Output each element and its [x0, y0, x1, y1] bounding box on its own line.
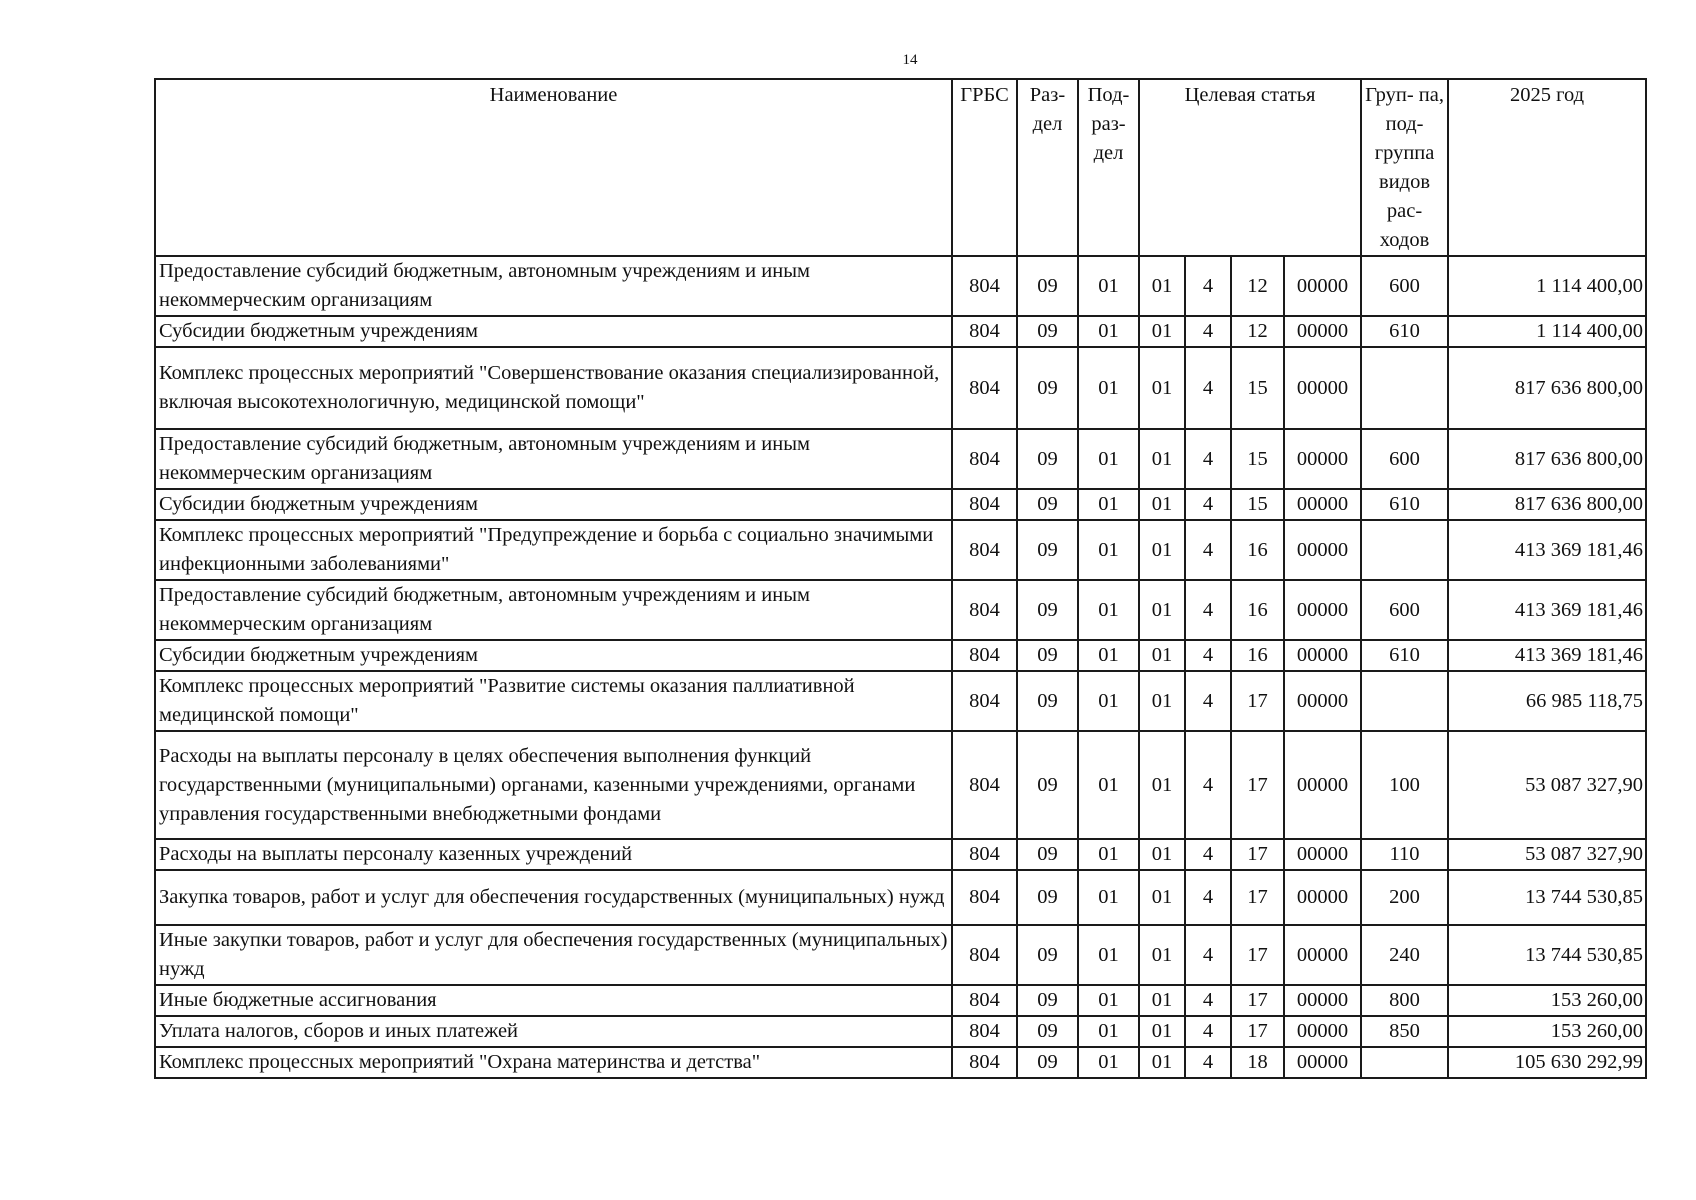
cell-razdel: 09 [1017, 1016, 1078, 1047]
cell-name: Иные бюджетные ассигнования [155, 985, 952, 1016]
cell-expense-group: 100 [1361, 731, 1448, 839]
cell-name: Закупка товаров, работ и услуг для обеспечения государственных (муниципальных) нужд [155, 870, 952, 925]
cell-target-complex: 12 [1231, 316, 1284, 347]
cell-amount: 105 630 292,99 [1448, 1047, 1646, 1078]
cell-amount: 66 985 118,75 [1448, 671, 1646, 731]
cell-target-program: 01 [1139, 429, 1185, 489]
cell-expense-group: 200 [1361, 870, 1448, 925]
cell-target-type: 4 [1185, 640, 1231, 671]
cell-target-type: 4 [1185, 731, 1231, 839]
table-row [155, 731, 1646, 839]
cell-expense-group: 610 [1361, 316, 1448, 347]
cell-amount: 413 369 181,46 [1448, 640, 1646, 671]
cell-name: Субсидии бюджетным учреждениям [155, 489, 952, 520]
cell-name: Расходы на выплаты персоналу в целях обеспечения выполнения функций государственными (муниципальными) органами, казенными учреждениями, органами управления государственными внебюджетными фондами [155, 731, 952, 839]
cell-expense-group: 800 [1361, 985, 1448, 1016]
cell-target-program: 01 [1139, 316, 1185, 347]
cell-expense-group: 850 [1361, 1016, 1448, 1047]
cell-target-direction: 00000 [1284, 347, 1361, 429]
cell-target-complex: 16 [1231, 580, 1284, 640]
cell-expense-group: 610 [1361, 640, 1448, 671]
cell-target-direction: 00000 [1284, 1016, 1361, 1047]
cell-target-type: 4 [1185, 580, 1231, 640]
cell-podrazdel: 01 [1078, 839, 1139, 870]
table-row [155, 1016, 1646, 1047]
cell-grbs: 804 [952, 985, 1017, 1016]
cell-target-direction: 00000 [1284, 316, 1361, 347]
cell-amount: 13 744 530,85 [1448, 925, 1646, 985]
cell-target-program: 01 [1139, 1016, 1185, 1047]
cell-target-program: 01 [1139, 671, 1185, 731]
cell-grbs: 804 [952, 316, 1017, 347]
cell-razdel: 09 [1017, 316, 1078, 347]
cell-expense-group: 600 [1361, 256, 1448, 316]
cell-podrazdel: 01 [1078, 731, 1139, 839]
cell-target-direction: 00000 [1284, 731, 1361, 839]
cell-amount: 53 087 327,90 [1448, 839, 1646, 870]
cell-podrazdel: 01 [1078, 925, 1139, 985]
cell-razdel: 09 [1017, 870, 1078, 925]
cell-razdel: 09 [1017, 671, 1078, 731]
cell-target-direction: 00000 [1284, 520, 1361, 580]
cell-amount: 1 114 400,00 [1448, 256, 1646, 316]
cell-target-type: 4 [1185, 489, 1231, 520]
cell-target-complex: 17 [1231, 671, 1284, 731]
table-row [155, 839, 1646, 870]
cell-amount: 817 636 800,00 [1448, 429, 1646, 489]
cell-amount: 1 114 400,00 [1448, 316, 1646, 347]
header-name: Наименование [155, 79, 952, 256]
cell-target-complex: 17 [1231, 925, 1284, 985]
cell-target-program: 01 [1139, 1047, 1185, 1078]
cell-target-complex: 12 [1231, 256, 1284, 316]
cell-target-direction: 00000 [1284, 640, 1361, 671]
table-body [155, 256, 1646, 1078]
table-row [155, 316, 1646, 347]
cell-target-complex: 15 [1231, 347, 1284, 429]
cell-target-complex: 17 [1231, 731, 1284, 839]
cell-target-complex: 17 [1231, 1016, 1284, 1047]
cell-target-complex: 16 [1231, 520, 1284, 580]
table-header-row [155, 79, 1646, 256]
table-row [155, 429, 1646, 489]
cell-target-type: 4 [1185, 347, 1231, 429]
cell-target-complex: 15 [1231, 489, 1284, 520]
table-row [155, 671, 1646, 731]
cell-expense-group [1361, 520, 1448, 580]
cell-target-program: 01 [1139, 580, 1185, 640]
budget-table [154, 78, 1647, 1079]
cell-target-direction: 00000 [1284, 925, 1361, 985]
cell-amount: 413 369 181,46 [1448, 580, 1646, 640]
cell-razdel: 09 [1017, 580, 1078, 640]
cell-podrazdel: 01 [1078, 870, 1139, 925]
cell-grbs: 804 [952, 347, 1017, 429]
table-row [155, 347, 1646, 429]
table-row [155, 489, 1646, 520]
cell-target-direction: 00000 [1284, 489, 1361, 520]
cell-target-direction: 00000 [1284, 671, 1361, 731]
cell-grbs: 804 [952, 429, 1017, 489]
cell-name: Уплата налогов, сборов и иных платежей [155, 1016, 952, 1047]
cell-podrazdel: 01 [1078, 1047, 1139, 1078]
cell-expense-group [1361, 347, 1448, 429]
cell-target-type: 4 [1185, 256, 1231, 316]
cell-grbs: 804 [952, 731, 1017, 839]
cell-target-program: 01 [1139, 489, 1185, 520]
cell-target-complex: 16 [1231, 640, 1284, 671]
cell-amount: 153 260,00 [1448, 985, 1646, 1016]
cell-name: Субсидии бюджетным учреждениям [155, 316, 952, 347]
cell-target-type: 4 [1185, 671, 1231, 731]
cell-target-complex: 17 [1231, 839, 1284, 870]
cell-target-complex: 17 [1231, 870, 1284, 925]
cell-podrazdel: 01 [1078, 316, 1139, 347]
cell-razdel: 09 [1017, 429, 1078, 489]
cell-expense-group: 240 [1361, 925, 1448, 985]
header-podrazdel: Под- раз- дел [1078, 79, 1139, 256]
cell-podrazdel: 01 [1078, 985, 1139, 1016]
cell-expense-group: 610 [1361, 489, 1448, 520]
cell-target-type: 4 [1185, 429, 1231, 489]
cell-name: Комплекс процессных мероприятий "Совершенствование оказания специализированной, включая высокотехнологичную, медицинской помощи" [155, 347, 952, 429]
cell-name: Предоставление субсидий бюджетным, автономным учреждениям и иным некоммерческим организациям [155, 256, 952, 316]
cell-target-complex: 18 [1231, 1047, 1284, 1078]
cell-grbs: 804 [952, 256, 1017, 316]
cell-amount: 413 369 181,46 [1448, 520, 1646, 580]
cell-razdel: 09 [1017, 925, 1078, 985]
cell-target-program: 01 [1139, 347, 1185, 429]
cell-target-direction: 00000 [1284, 839, 1361, 870]
cell-target-complex: 15 [1231, 429, 1284, 489]
cell-razdel: 09 [1017, 256, 1078, 316]
table-row [155, 256, 1646, 316]
cell-podrazdel: 01 [1078, 1016, 1139, 1047]
cell-amount: 817 636 800,00 [1448, 347, 1646, 429]
table-row [155, 925, 1646, 985]
cell-podrazdel: 01 [1078, 520, 1139, 580]
cell-razdel: 09 [1017, 520, 1078, 580]
header-year: 2025 год [1448, 79, 1646, 256]
cell-target-direction: 00000 [1284, 429, 1361, 489]
header-razdel: Раз- дел [1017, 79, 1078, 256]
cell-podrazdel: 01 [1078, 580, 1139, 640]
cell-target-program: 01 [1139, 925, 1185, 985]
cell-name: Предоставление субсидий бюджетным, автономным учреждениям и иным некоммерческим организациям [155, 580, 952, 640]
cell-grbs: 804 [952, 580, 1017, 640]
cell-target-program: 01 [1139, 731, 1185, 839]
cell-target-program: 01 [1139, 256, 1185, 316]
cell-grbs: 804 [952, 925, 1017, 985]
cell-podrazdel: 01 [1078, 640, 1139, 671]
cell-grbs: 804 [952, 640, 1017, 671]
table-row [155, 985, 1646, 1016]
cell-target-program: 01 [1139, 870, 1185, 925]
cell-target-direction: 00000 [1284, 870, 1361, 925]
cell-razdel: 09 [1017, 640, 1078, 671]
cell-podrazdel: 01 [1078, 429, 1139, 489]
cell-grbs: 804 [952, 1047, 1017, 1078]
cell-target-direction: 00000 [1284, 1047, 1361, 1078]
cell-expense-group [1361, 1047, 1448, 1078]
cell-name: Субсидии бюджетным учреждениям [155, 640, 952, 671]
cell-grbs: 804 [952, 1016, 1017, 1047]
cell-name: Комплекс процессных мероприятий "Охрана материнства и детства" [155, 1047, 952, 1078]
cell-amount: 817 636 800,00 [1448, 489, 1646, 520]
cell-razdel: 09 [1017, 1047, 1078, 1078]
table-row [155, 870, 1646, 925]
page-number: 14 [902, 52, 918, 68]
header-expense-group: Груп- па, под- группа видов рас- ходов [1361, 79, 1448, 256]
cell-razdel: 09 [1017, 731, 1078, 839]
cell-name: Расходы на выплаты персоналу казенных учреждений [155, 839, 952, 870]
header-target-article: Целевая статья [1139, 79, 1361, 256]
cell-target-type: 4 [1185, 1047, 1231, 1078]
cell-target-type: 4 [1185, 1016, 1231, 1047]
cell-target-program: 01 [1139, 985, 1185, 1016]
cell-podrazdel: 01 [1078, 671, 1139, 731]
cell-razdel: 09 [1017, 347, 1078, 429]
cell-grbs: 804 [952, 839, 1017, 870]
cell-grbs: 804 [952, 671, 1017, 731]
cell-target-direction: 00000 [1284, 985, 1361, 1016]
cell-name: Комплекс процессных мероприятий "Предупреждение и борьба с социально значимыми инфекционными заболеваниями" [155, 520, 952, 580]
cell-target-program: 01 [1139, 520, 1185, 580]
cell-target-type: 4 [1185, 316, 1231, 347]
cell-name: Предоставление субсидий бюджетным, автономным учреждениям и иным некоммерческим организациям [155, 429, 952, 489]
cell-razdel: 09 [1017, 839, 1078, 870]
cell-target-direction: 00000 [1284, 256, 1361, 316]
cell-target-type: 4 [1185, 925, 1231, 985]
cell-expense-group [1361, 671, 1448, 731]
cell-podrazdel: 01 [1078, 347, 1139, 429]
cell-amount: 153 260,00 [1448, 1016, 1646, 1047]
cell-target-program: 01 [1139, 839, 1185, 870]
table-row [155, 580, 1646, 640]
header-grbs: ГРБС [952, 79, 1017, 256]
table-row [155, 640, 1646, 671]
cell-target-type: 4 [1185, 839, 1231, 870]
table-row [155, 1047, 1646, 1078]
cell-razdel: 09 [1017, 985, 1078, 1016]
cell-amount: 53 087 327,90 [1448, 731, 1646, 839]
cell-grbs: 804 [952, 520, 1017, 580]
cell-expense-group: 110 [1361, 839, 1448, 870]
cell-target-type: 4 [1185, 520, 1231, 580]
cell-razdel: 09 [1017, 489, 1078, 520]
cell-target-type: 4 [1185, 985, 1231, 1016]
cell-target-type: 4 [1185, 870, 1231, 925]
cell-podrazdel: 01 [1078, 489, 1139, 520]
cell-amount: 13 744 530,85 [1448, 870, 1646, 925]
cell-name: Иные закупки товаров, работ и услуг для обеспечения государственных (муниципальных) нужд [155, 925, 952, 985]
cell-target-direction: 00000 [1284, 580, 1361, 640]
table-row [155, 520, 1646, 580]
cell-podrazdel: 01 [1078, 256, 1139, 316]
cell-target-complex: 17 [1231, 985, 1284, 1016]
cell-grbs: 804 [952, 870, 1017, 925]
cell-expense-group: 600 [1361, 429, 1448, 489]
cell-grbs: 804 [952, 489, 1017, 520]
cell-expense-group: 600 [1361, 580, 1448, 640]
cell-target-program: 01 [1139, 640, 1185, 671]
cell-name: Комплекс процессных мероприятий "Развитие системы оказания паллиативной медицинской помощи" [155, 671, 952, 731]
